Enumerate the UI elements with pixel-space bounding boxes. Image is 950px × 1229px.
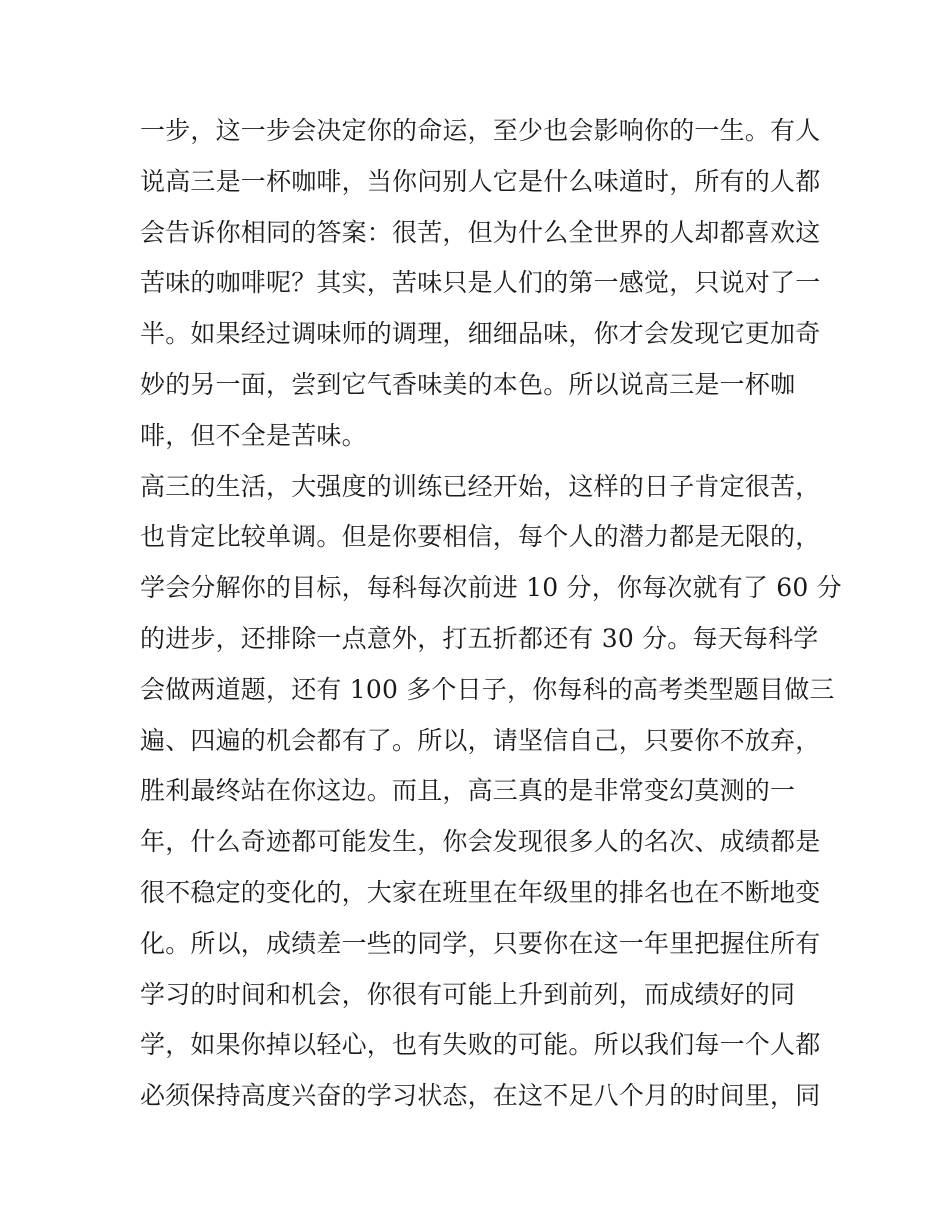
- text-line-17: 化。所以，成绩差一些的同学，只要你在这一年里把握住所有: [140, 928, 821, 958]
- text-line-10: 学会分解你的目标，每科每次前进 10 分，你每次就有了 60 分: [140, 573, 842, 603]
- text-line-7: 啡，但不全是苦味。: [140, 420, 367, 450]
- text-line-2: 说高三是一杯咖啡，当你问别人它是什么味道时，所有的人都: [140, 166, 821, 196]
- text-line-6: 妙的另一面，尝到它气香味美的本色。所以说高三是一杯咖: [140, 369, 796, 399]
- text-line-19: 学，如果你掉以轻心，也有失败的可能。所以我们每一个人都: [140, 1030, 821, 1060]
- text-line-3: 会告诉你相同的答案：很苦，但为什么全世界的人却都喜欢这: [140, 217, 821, 247]
- text-line-16: 很不稳定的变化的，大家在班里在年级里的排名也在不断地变: [140, 877, 821, 907]
- text-line-15: 年，什么奇迹都可能发生，你会发现很多人的名次、成绩都是: [140, 827, 821, 857]
- text-line-4: 苦味的咖啡呢？其实，苦味只是人们的第一感觉，只说对了一: [140, 268, 821, 298]
- text-line-14: 胜利最终站在你这边。而且，高三真的是非常变幻莫测的一: [140, 776, 796, 806]
- text-line-18: 学习的时间和机会，你很有可能上升到前列，而成绩好的同: [140, 979, 796, 1009]
- text-line-1: 一步，这一步会决定你的命运，至少也会影响你的一生。有人: [140, 116, 821, 145]
- text-line-13: 遍、四遍的机会都有了。所以，请坚信自己，只要你不放弃，: [140, 725, 821, 755]
- text-line-9: 也肯定比较单调。但是你要相信，每个人的潜力都是无限的，: [140, 522, 821, 552]
- body-text: [140, 106, 842, 1122]
- text-line-12: 会做两道题，还有 100 多个日子，你每科的高考类型题目做三: [140, 674, 835, 704]
- text-line-11: 的进步，还排除一点意外，打五折都还有 30 分。每天每科学: [140, 623, 819, 653]
- text-line-20: 必须保持高度兴奋的学习状态，在这不足八个月的时间里，同: [140, 1081, 821, 1111]
- text-line-8: 高三的生活，大强度的训练已经开始，这样的日子肯定很苦，: [140, 471, 821, 501]
- text-line-5: 半。如果经过调味师的调理，细细品味，你才会发现它更加奇: [140, 319, 821, 349]
